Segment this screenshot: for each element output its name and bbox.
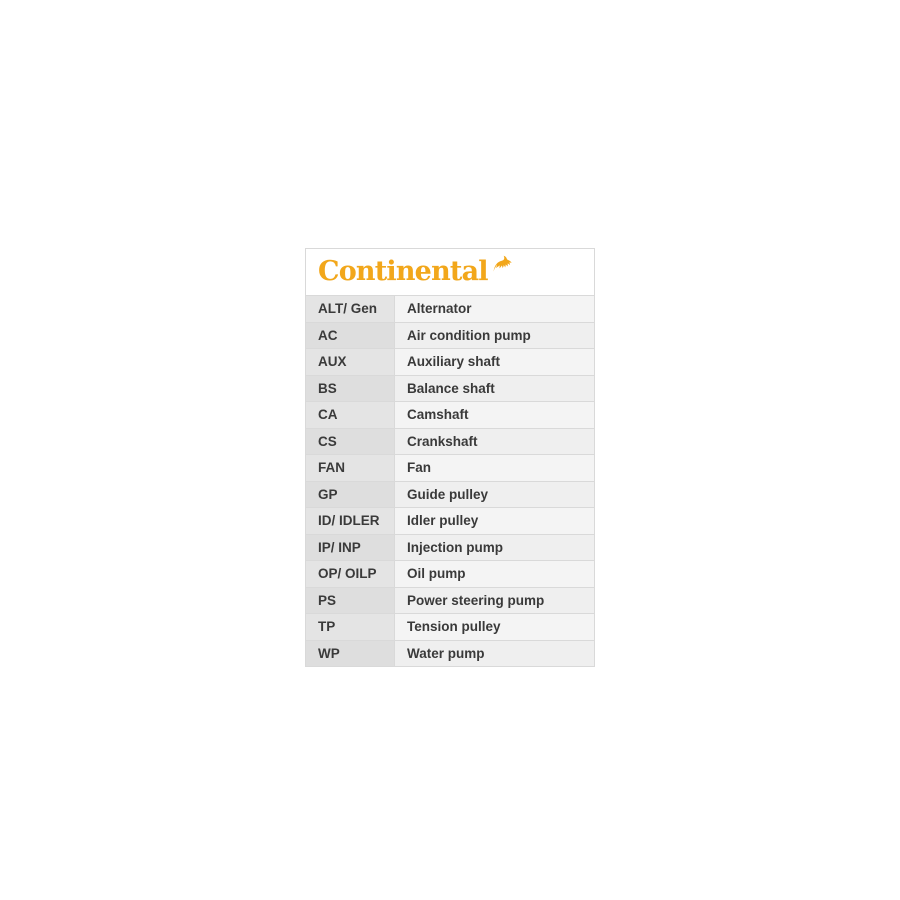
legend-code: OP/ OILP (306, 561, 395, 588)
legend-code: AUX (306, 349, 395, 376)
legend-code: PS (306, 587, 395, 614)
legend-row (306, 640, 595, 667)
legend-row (306, 296, 595, 323)
legend-code: WP (306, 640, 395, 667)
legend-description: Air condition pump (395, 322, 595, 349)
legend-code: IP/ INP (306, 534, 395, 561)
legend-description: Guide pulley (395, 481, 595, 508)
legend-row (306, 534, 595, 561)
brand-wordmark: Continental (318, 255, 488, 287)
legend-row (306, 481, 595, 508)
continental-horse-icon (490, 253, 514, 280)
legend-row (306, 587, 595, 614)
legend-description: Water pump (395, 640, 595, 667)
legend-code: FAN (306, 455, 395, 482)
legend-row (306, 428, 595, 455)
legend-row (306, 375, 595, 402)
brand-logo (318, 249, 594, 295)
legend-row (306, 455, 595, 482)
legend-description: Balance shaft (395, 375, 595, 402)
abbreviation-legend-table (305, 248, 595, 667)
legend-description: Power steering pump (395, 587, 595, 614)
legend-description: Crankshaft (395, 428, 595, 455)
legend-row (306, 508, 595, 535)
legend-code: ALT/ Gen (306, 296, 395, 323)
legend-code: CA (306, 402, 395, 429)
legend-description: Injection pump (395, 534, 595, 561)
legend-code: AC (306, 322, 395, 349)
legend-description: Oil pump (395, 561, 595, 588)
legend-row (306, 349, 595, 376)
legend-table-body (306, 249, 595, 667)
legend-description: Tension pulley (395, 614, 595, 641)
legend-row (306, 614, 595, 641)
legend-description: Camshaft (395, 402, 595, 429)
brand-logo-cell (306, 249, 595, 296)
legend-description: Auxiliary shaft (395, 349, 595, 376)
legend-code: ID/ IDLER (306, 508, 395, 535)
legend-description: Alternator (395, 296, 595, 323)
legend-row (306, 402, 595, 429)
legend-brand-row (306, 249, 595, 296)
legend-code: BS (306, 375, 395, 402)
legend-description: Idler pulley (395, 508, 595, 535)
legend-row (306, 561, 595, 588)
legend-row (306, 322, 595, 349)
legend-code: GP (306, 481, 395, 508)
legend-code: CS (306, 428, 395, 455)
legend-description: Fan (395, 455, 595, 482)
legend-code: TP (306, 614, 395, 641)
